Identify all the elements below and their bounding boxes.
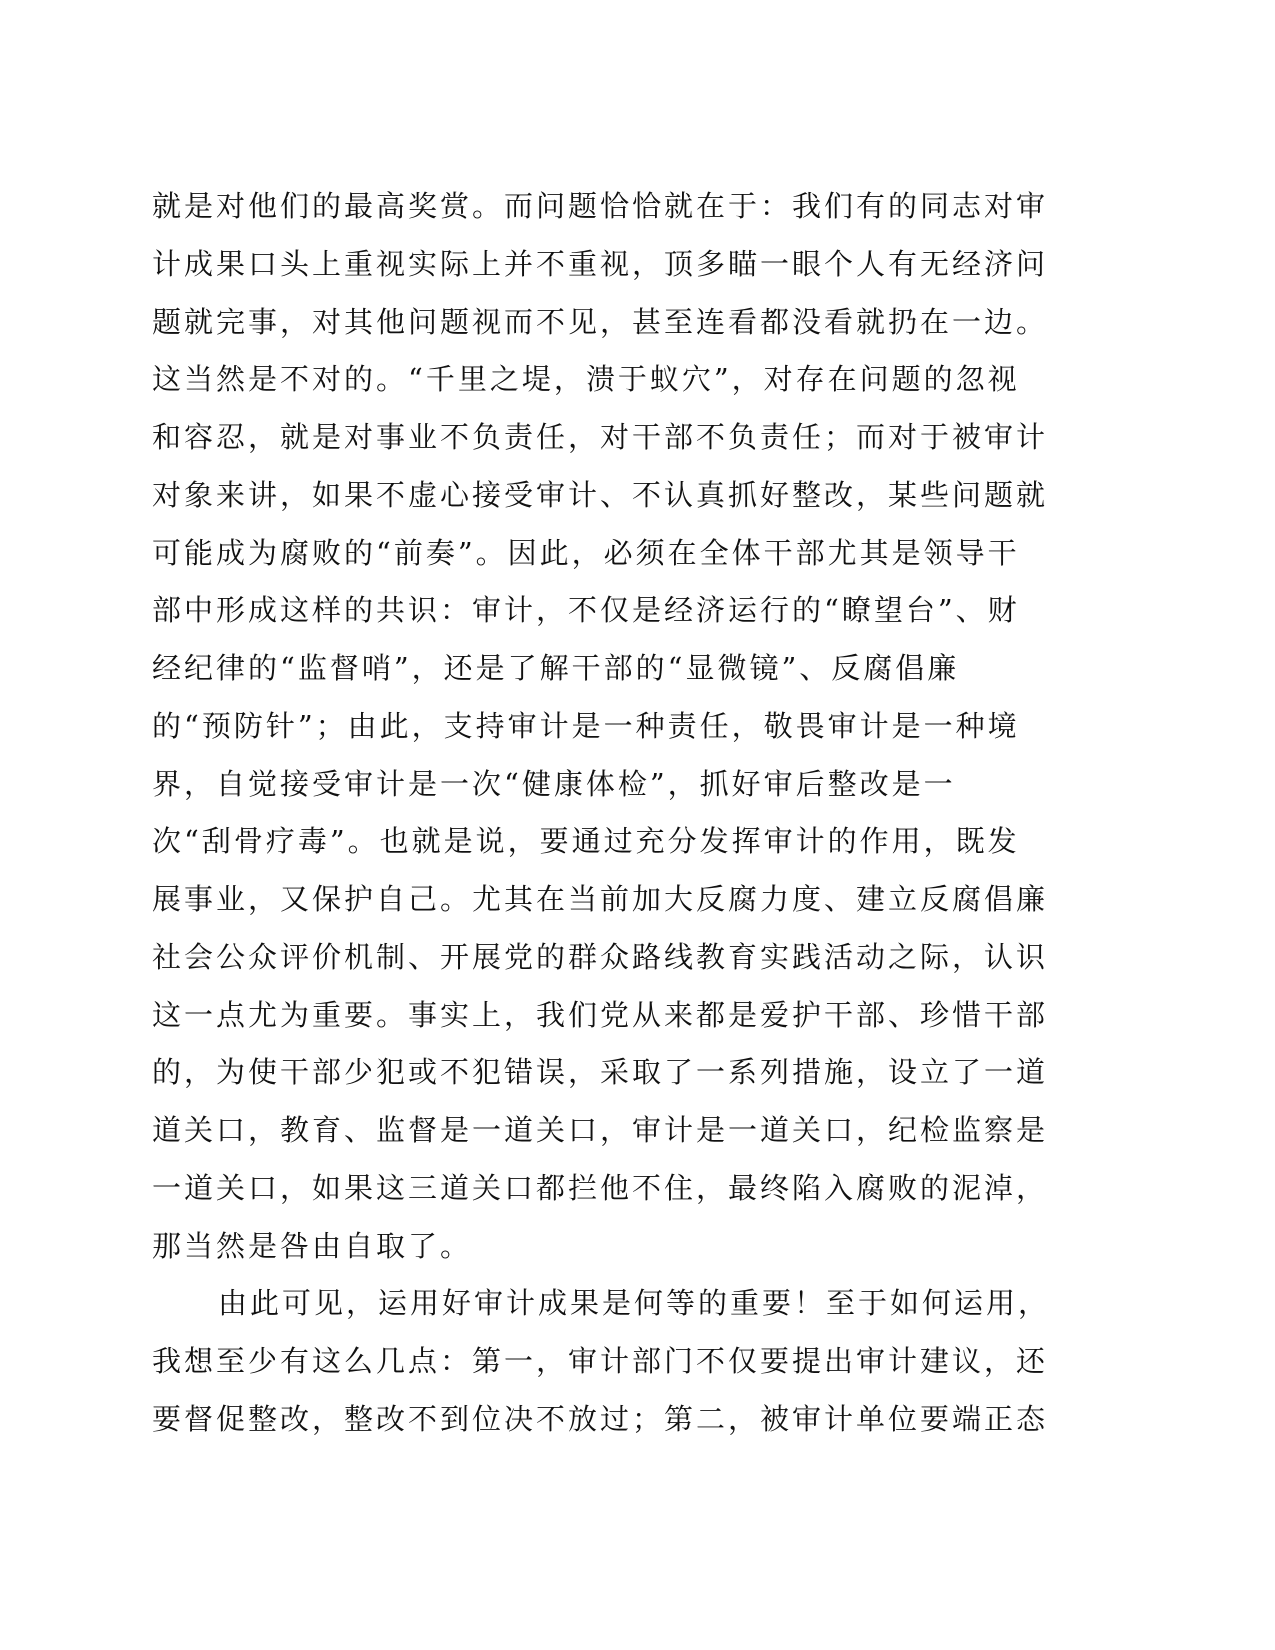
text-line: 展事业，又保护自己。尤其在当前加大反腐力度、建立反腐倡廉 <box>152 882 1049 916</box>
text-line: 我想至少有这么几点：第一，审计部门不仅要提出审计建议，还 <box>152 1344 1049 1378</box>
text-line: 社会公众评价机制、开展党的群众路线教育实践活动之际，认识 <box>152 939 1049 974</box>
text-line: 经纪律的“监督哨”，还是了解干部的“显微镜”、反腐倡廉 <box>152 651 960 685</box>
text-line: 和容忍，就是对事业不负责任，对干部不负责任；而对于被审计 <box>152 420 1049 454</box>
text-line: 对象来讲，如果不虚心接受审计、不认真抓好整改，某些问题就 <box>152 477 1049 512</box>
text-line: 可能成为腐败的“前奏”。因此，必须在全体干部尤其是领导干 <box>152 535 1020 570</box>
text-line: 题就完事，对其他问题视而不见，甚至连看都没看就扔在一边。 <box>152 304 1049 339</box>
text-line: 就是对他们的最高奖赏。而问题恰恰就在于：我们有的同志对审 <box>152 189 1049 223</box>
text-line: 一道关口，如果这三道关口都拦他不住，最终陷入腐败的泥淖， <box>152 1170 1049 1205</box>
text-line: 那当然是咎由自取了。 <box>152 1228 473 1263</box>
text-line: 的，为使干部少犯或不犯错误，采取了一系列措施，设立了一道 <box>152 1055 1049 1090</box>
text-line: 要督促整改，整改不到位决不放过；第二，被审计单位要端正态 <box>152 1401 1049 1436</box>
text-line: 计成果口头上重视实际上并不重视，顶多瞄一眼个人有无经济问 <box>152 246 1049 281</box>
text-line: 这当然是不对的。“千里之堤，溃于蚁穴”，对存在问题的忽视 <box>152 362 1020 397</box>
text-line: 次“刮骨疗毒”。也就是说，要通过充分发挥审计的作用，既发 <box>152 824 1020 859</box>
paragraph-start-line: 由此可见，运用好审计成果是何等的重要！至于如何运用， <box>218 1286 1051 1321</box>
body-text <box>152 178 1052 1449</box>
text-line: 这一点尤为重要。事实上，我们党从来都是爱护干部、珍惜干部 <box>152 997 1049 1032</box>
text-line: 道关口，教育、监督是一道关口，审计是一道关口，纪检监察是 <box>152 1113 1049 1147</box>
text-line: 的“预防针”；由此，支持审计是一种责任，敬畏审计是一种境 <box>152 708 1020 743</box>
text-line: 界，自觉接受审计是一次“健康体检”，抓好审后整改是一 <box>152 766 956 801</box>
text-line: 部中形成这样的共识：审计，不仅是经济运行的“瞭望台”、财 <box>152 593 1020 628</box>
